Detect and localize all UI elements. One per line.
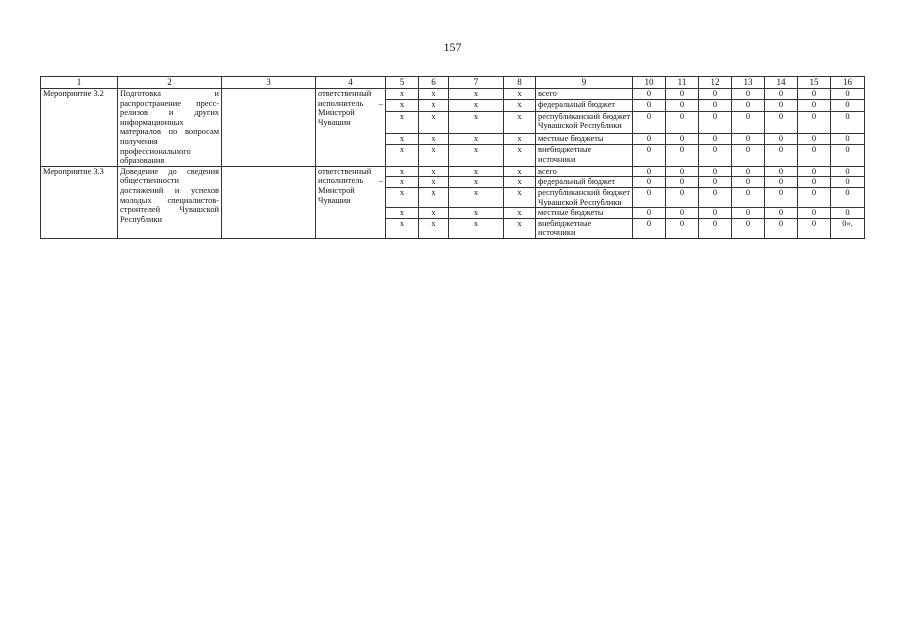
cell: x	[504, 166, 536, 177]
funding-source: республиканский бюджет Чувашской Республики	[536, 111, 633, 133]
table-row	[41, 166, 865, 177]
value-cell: 0	[699, 166, 732, 177]
value-cell: 0	[699, 144, 732, 166]
value-cell: 0	[831, 100, 865, 111]
value-cell: 0	[831, 111, 865, 133]
value-cell: 0	[666, 208, 699, 219]
cell: x	[449, 166, 504, 177]
value-cell: 0	[666, 111, 699, 133]
value-cell: 0	[666, 218, 699, 238]
column-number: 14	[765, 77, 798, 89]
activity-col3	[222, 89, 316, 167]
value-cell: 0	[798, 144, 831, 166]
value-cell: 0	[633, 177, 666, 188]
page-number: 157	[443, 40, 462, 54]
value-cell: 0	[699, 133, 732, 144]
cell: x	[504, 218, 536, 238]
activity-col3	[222, 166, 316, 238]
value-cell: 0	[699, 111, 732, 133]
funding-source: республиканский бюджет Чувашской Республики	[536, 187, 633, 207]
column-number: 5	[386, 77, 419, 89]
cell: x	[386, 166, 419, 177]
column-number-row	[41, 77, 865, 89]
value-cell: 0	[732, 100, 765, 111]
column-number: 12	[699, 77, 732, 89]
cell: x	[419, 133, 449, 144]
column-number: 11	[666, 77, 699, 89]
cell: x	[419, 208, 449, 219]
value-cell: 0	[798, 177, 831, 188]
value-cell: 0	[699, 100, 732, 111]
column-number: 13	[732, 77, 765, 89]
cell: x	[419, 187, 449, 207]
value-cell: 0	[831, 187, 865, 207]
value-cell: 0	[666, 144, 699, 166]
column-number: 3	[222, 77, 316, 89]
value-cell: 0	[798, 133, 831, 144]
cell: x	[419, 166, 449, 177]
value-cell: 0	[732, 218, 765, 238]
cell: x	[419, 111, 449, 133]
cell: x	[386, 218, 419, 238]
cell: x	[386, 100, 419, 111]
value-cell: 0	[765, 89, 798, 100]
value-cell: 0	[732, 187, 765, 207]
value-cell: 0	[633, 100, 666, 111]
cell: x	[386, 208, 419, 219]
value-cell: 0	[831, 89, 865, 100]
cell: x	[386, 187, 419, 207]
cell: x	[449, 100, 504, 111]
activity-executor: ответственный исполнитель – Минстрой Чувашии	[316, 166, 386, 238]
funding-source: всего	[536, 89, 633, 100]
value-cell: 0	[633, 166, 666, 177]
table-row	[41, 89, 865, 100]
value-cell: 0	[798, 187, 831, 207]
cell: x	[504, 187, 536, 207]
value-cell: 0	[798, 100, 831, 111]
cell: x	[449, 133, 504, 144]
value-cell: 0	[699, 208, 732, 219]
value-cell: 0	[732, 166, 765, 177]
value-cell: 0	[732, 177, 765, 188]
activity-description: Подготовка и распространение пресс-релизов и других информационных материалов по вопросам получения профессионального образования	[118, 89, 222, 167]
cell: x	[419, 89, 449, 100]
value-cell: 0	[732, 133, 765, 144]
value-cell: 0	[765, 100, 798, 111]
value-cell: 0	[633, 89, 666, 100]
value-cell: 0	[666, 100, 699, 111]
value-cell: 0	[831, 166, 865, 177]
value-cell: 0	[732, 111, 765, 133]
column-number: 1	[41, 77, 118, 89]
value-cell: 0	[765, 144, 798, 166]
value-cell: 0	[666, 187, 699, 207]
cell: x	[386, 177, 419, 188]
column-number: 8	[504, 77, 536, 89]
value-cell: 0	[732, 89, 765, 100]
funding-source: всего	[536, 166, 633, 177]
value-cell: 0	[666, 177, 699, 188]
value-cell: 0	[732, 144, 765, 166]
value-cell: 0	[765, 218, 798, 238]
value-cell: 0».	[831, 218, 865, 238]
value-cell: 0	[633, 187, 666, 207]
value-cell: 0	[831, 144, 865, 166]
cell: x	[449, 177, 504, 188]
value-cell: 0	[666, 166, 699, 177]
value-cell: 0	[732, 208, 765, 219]
value-cell: 0	[765, 177, 798, 188]
value-cell: 0	[831, 208, 865, 219]
cell: x	[386, 89, 419, 100]
funding-source: местные бюджеты	[536, 133, 633, 144]
cell: x	[386, 111, 419, 133]
cell: x	[504, 89, 536, 100]
column-number: 7	[449, 77, 504, 89]
cell: x	[449, 208, 504, 219]
value-cell: 0	[798, 218, 831, 238]
column-number: 15	[798, 77, 831, 89]
value-cell: 0	[765, 133, 798, 144]
cell: x	[419, 177, 449, 188]
activity-block-3-2	[41, 89, 865, 167]
cell: x	[504, 111, 536, 133]
value-cell: 0	[765, 166, 798, 177]
activity-description: Доведение до сведения общественности достижений и успехов молодых специалистов-строителей Чувашской Республики	[118, 166, 222, 238]
column-number: 16	[831, 77, 865, 89]
funding-source: федеральный бюджет	[536, 177, 633, 188]
cell: x	[504, 133, 536, 144]
value-cell: 0	[666, 133, 699, 144]
column-number: 10	[633, 77, 666, 89]
cell: x	[504, 144, 536, 166]
column-number: 9	[536, 77, 633, 89]
value-cell: 0	[633, 144, 666, 166]
funding-source: местные бюджеты	[536, 208, 633, 219]
program-table	[40, 76, 865, 239]
column-number: 2	[118, 77, 222, 89]
column-number: 6	[419, 77, 449, 89]
value-cell: 0	[831, 133, 865, 144]
value-cell: 0	[633, 218, 666, 238]
value-cell: 0	[798, 208, 831, 219]
activity-label: Мероприятие 3.2	[41, 89, 118, 167]
value-cell: 0	[699, 187, 732, 207]
value-cell: 0	[765, 111, 798, 133]
value-cell: 0	[831, 177, 865, 188]
value-cell: 0	[699, 89, 732, 100]
value-cell: 0	[765, 208, 798, 219]
value-cell: 0	[633, 111, 666, 133]
value-cell: 0	[699, 177, 732, 188]
activity-executor: ответственный исполнитель – Минстрой Чувашии	[316, 89, 386, 167]
activity-block-3-3	[41, 166, 865, 238]
cell: x	[419, 144, 449, 166]
cell: x	[449, 218, 504, 238]
funding-source: федеральный бюджет	[536, 100, 633, 111]
cell: x	[419, 100, 449, 111]
cell: x	[504, 100, 536, 111]
value-cell: 0	[798, 89, 831, 100]
cell: x	[504, 177, 536, 188]
value-cell: 0	[633, 208, 666, 219]
column-number: 4	[316, 77, 386, 89]
value-cell: 0	[765, 187, 798, 207]
value-cell: 0	[798, 111, 831, 133]
cell: x	[504, 208, 536, 219]
cell: x	[386, 133, 419, 144]
funding-source: внебюджетные источники	[536, 144, 633, 166]
cell: x	[449, 89, 504, 100]
cell: x	[449, 144, 504, 166]
cell: x	[419, 218, 449, 238]
activity-label: Мероприятие 3.3	[41, 166, 118, 238]
value-cell: 0	[798, 166, 831, 177]
value-cell: 0	[633, 133, 666, 144]
value-cell: 0	[699, 218, 732, 238]
value-cell: 0	[666, 89, 699, 100]
cell: x	[449, 187, 504, 207]
cell: x	[386, 144, 419, 166]
cell: x	[449, 111, 504, 133]
funding-source: внебюджетные источники	[536, 218, 633, 238]
